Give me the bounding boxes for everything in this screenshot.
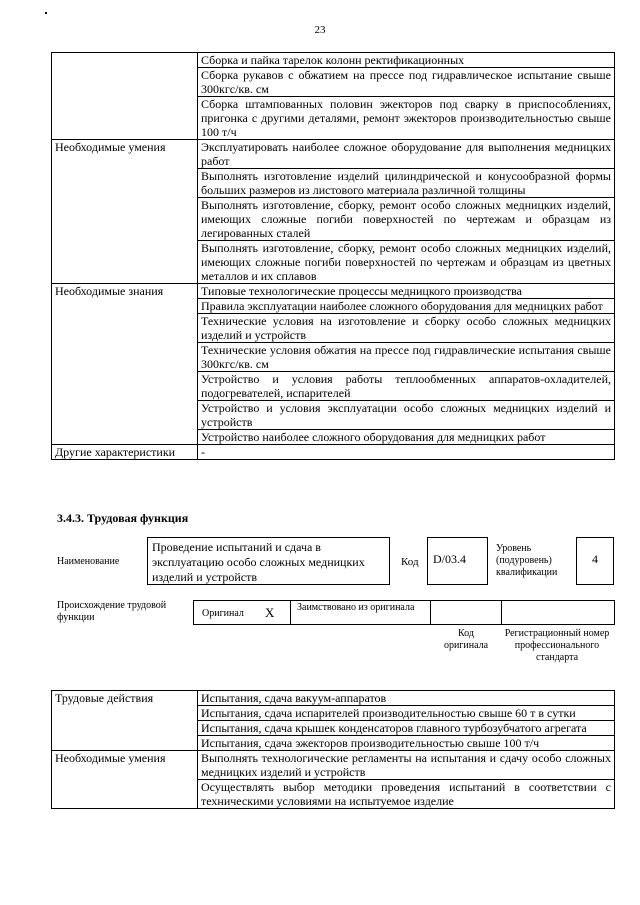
row-item: Сборка и пайка тарелок колонн ректификационных	[198, 53, 615, 68]
code-value-box: D/03.4	[427, 537, 488, 585]
table-row	[52, 751, 615, 780]
table-row	[52, 445, 615, 460]
row-item: Технические условия обжатия на прессе под гидравлические испытания свыше 300кгс/кв. см	[198, 343, 615, 372]
row-label: Трудовые действия	[52, 691, 198, 751]
row-item: -	[198, 445, 615, 460]
function-name-box: Проведение испытаний и сдача в эксплуатацию особо сложных медницких изделий и устройств	[147, 537, 390, 585]
table-row	[52, 284, 615, 299]
page-number: 23	[314, 24, 326, 36]
original-cell	[194, 601, 291, 624]
origin-code-caption: Код оригинала	[443, 628, 489, 651]
row-item: Устройство и условия эксплуатации особо сложных медницких изделий и устройств	[198, 401, 615, 430]
row-item: Осуществлять выбор методики проведения испытаний в соответствии с техническими условиями на испытуемое изделие	[198, 780, 615, 809]
scan-dot	[45, 12, 47, 14]
row-label	[52, 53, 198, 140]
row-item: Испытания, сдача эжекторов производительностью свыше 100 т/ч	[198, 736, 615, 751]
row-label: Необходимые умения	[52, 751, 198, 809]
origin-code-cell	[431, 601, 502, 624]
reg-number-caption: Регистрационный номер профессионального стандарта	[504, 628, 610, 663]
row-item: Испытания, сдача крышек конденсаторов главного турбозубчатого агрегата	[198, 721, 615, 736]
row-label: Другие характеристики	[52, 445, 198, 460]
row-item: Устройство и условия работы теплообменных аппаратов-охладителей, подогревателей, испарителей	[198, 372, 615, 401]
row-item: Испытания, сдача испарителей производительностью свыше 60 т в сутки	[198, 706, 615, 721]
row-label: Необходимые умения	[52, 140, 198, 284]
table-row	[52, 53, 615, 68]
row-item: Выполнять изготовление, сборку, ремонт особо сложных медницких изделий, имеющих сложные погиби поверхностей по чертежам и образцам из цветных металлов и их сплавов	[198, 241, 615, 284]
borrowed-label: Заимствовано из оригинала	[297, 602, 415, 613]
row-item: Испытания, сдача вакуум-аппаратов	[198, 691, 615, 706]
competency-table-top	[51, 52, 615, 460]
table-row	[52, 140, 615, 169]
row-item: Выполнять изготовление изделий цилиндрической и конусообразной формы больших размеров из листового материала различной толщины	[198, 169, 615, 198]
name-label: Наименование	[57, 556, 120, 567]
row-item: Устройство наиболее сложного оборудования для медницких работ	[198, 430, 615, 445]
table-row	[52, 691, 615, 706]
level-value-box: 4	[576, 537, 614, 585]
row-item: Сборка штампованных половин эжекторов под сварку в приспособлениях, пригонка с другими деталями, ремонт эжекторов производительностью свыше 100 т/ч	[198, 97, 615, 140]
row-item: Типовые технологические процессы медницкого производства	[198, 284, 615, 299]
original-mark: X	[265, 605, 275, 620]
origin-row	[193, 600, 615, 625]
competency-table-bottom	[51, 690, 615, 809]
section-heading: 3.4.3. Трудовая функция	[57, 511, 189, 525]
original-label: Оригинал	[202, 608, 244, 619]
level-label: Уровень (подуровень) квалификации	[496, 543, 558, 578]
row-item: Эксплуатировать наиболее сложное оборудование для выполнения медницких работ	[198, 140, 615, 169]
row-item: Сборка рукавов с обжатием на прессе под гидравлическое испытание свыше 300кгс/кв. см	[198, 68, 615, 97]
row-label: Необходимые знания	[52, 284, 198, 445]
code-label: Код	[401, 556, 419, 568]
row-item: Выполнять технологические регламенты на испытания и сдачу особо сложных медницких изделий и устройств	[198, 751, 615, 780]
borrowed-cell	[291, 601, 431, 624]
origin-label: Происхождение трудовой функции	[57, 600, 167, 623]
reg-number-cell	[502, 601, 614, 624]
row-item: Правила эксплуатации наиболее сложного оборудования для медницких работ	[198, 299, 615, 314]
row-item: Технические условия на изготовление и сборку особо сложных медницких изделий и устройств	[198, 314, 615, 343]
row-item: Выполнять изготовление, сборку, ремонт особо сложных медницких изделий, имеющих сложные погиби поверхностей по чертежам и образцам из легированных сталей	[198, 198, 615, 241]
